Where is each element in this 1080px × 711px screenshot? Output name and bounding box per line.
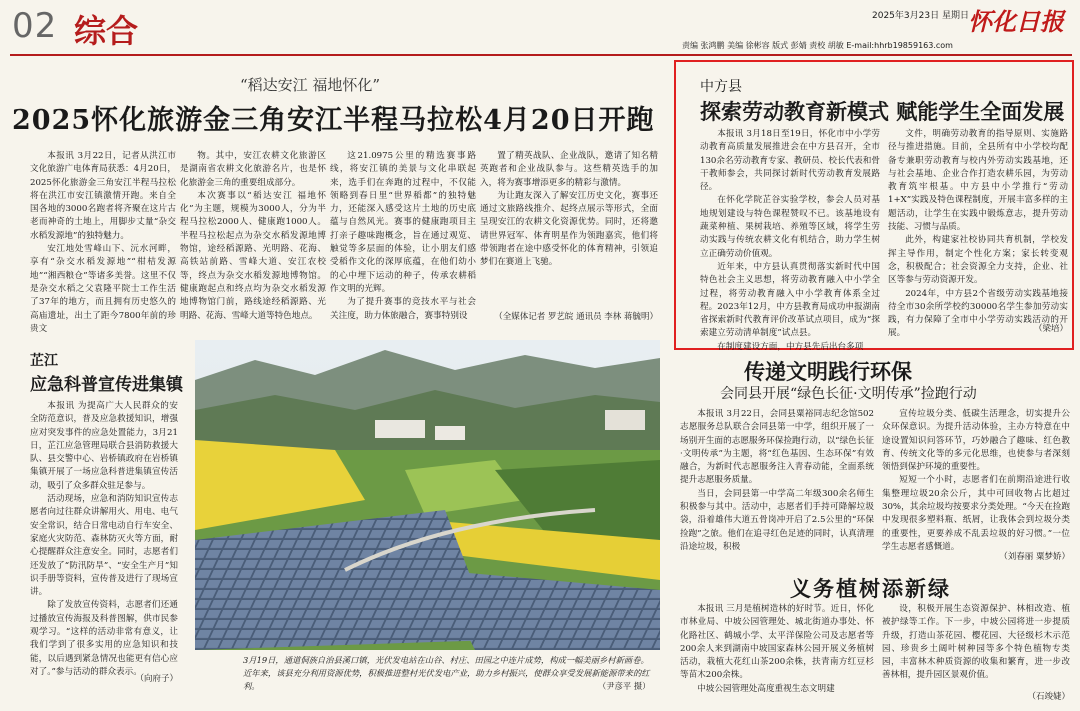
section-title: 综合: [74, 12, 139, 50]
zhijiang-byline: （向府子）: [135, 674, 178, 684]
paragraph: 除了发放宣传资料，志愿者们还通过播放宣传海报及科普图解，供市民参观学习。“这样的活动非常有意义，让我们学到了很多实用的应急知识和技能，以后遇到紧急情况也能更有信心应对了。”参与活动的群众表示。: [30, 600, 178, 677]
civic-column-1: [680, 408, 874, 566]
paragraph: 短短一个小时，志愿者们在前期沿途进行收集整理垃圾20余公斤，其中可回收物占比超过30%，其余垃圾均按要求分类处理。“今天在捡跑中发现很多塑料瓶、纸屑，让我体会到垃圾分类的重要性，更要养成不乱丢垃圾的好习惯。”一位学生志愿者感慨道。: [882, 475, 1070, 552]
paragraph: 为让跑友深入了解安江历史文化，赛事还通过文旅路线推介、起终点展示等形式，全面呈现安江的农耕文化资源优势。同时，还将邀请世界冠军、体育明星作为领跑嘉宾，他们将带领跑者在途中感受怀化的体育精神，引领追梦们在赛道上飞驰。: [480, 190, 658, 268]
trees-headline: 义务植树添新绿: [790, 576, 951, 601]
photo-caption: 3月19日，通道侗族自治县溪口镇，光伏发电站在山谷、村庄、田园之中连片成势，构成一幅美丽乡村新画卷。近年来，该县充分利用资源优势，积极推进整村光伏发电产业，助力乡村振兴，使群众享受发展新能源带来的红利。: [243, 655, 650, 691]
paragraph: 物。其中，安江农耕文化旅游区是湖南省农耕文化旅游名片，也是怀化旅游金三角的重要组成部分。: [180, 151, 326, 188]
paragraph: 安江地处雪峰山下、沅水河畔，享有“杂交水稻发源地”“柑桔发源地”“湘西粮仓”等诸多美誉。这里不仅是杂交水稻之父袁隆平院士工作生活了37年的地方，而且拥有历史悠久的高庙遗址，出土了距今7800年前的珍贵文: [30, 244, 176, 334]
trees-column-1: [680, 603, 874, 703]
solar-farm-illustration: [195, 340, 660, 650]
header-rule: [10, 54, 1072, 56]
paragraph: 文件，明确劳动教育的指导原则、实施路径与推进措施。目前，全县所有中小学校均配备专兼职劳动教育与校内外劳动实践基地，还与社会基地、企业合作打造农耕乐园，为劳动教育筑牢根基。中方县中小学推行“劳动1+X”实践及特色课程制度，开展丰富多样的主题活动，让学生在实践中锻炼意志，提升劳动技能、习惯与品质。: [888, 129, 1068, 233]
paragraph: 2024年，中方县2个省级劳动实践基地接待全市30余所学校约30000名学生参加劳动实践，有力保障了全市中小学劳动实践活动的开展。: [888, 288, 1068, 339]
zhongfang-byline: （梁培）: [1033, 324, 1068, 334]
solar-farm-photo: [195, 340, 660, 650]
paragraph: 本报讯 3月18日至19日，怀化市中小学劳动教育高质量发展推进会在中方县召开，全市130余名劳动教育专家、教研员、校长代表和骨干教师参会，共同探讨新时代劳动教育发展路径。: [700, 129, 880, 193]
lead-kicker: “稻达安江 福地怀化”: [240, 76, 381, 94]
paragraph: 在怀化学院芷谷实验学校，参会人员对基地规划建设与特色课程赞叹不已。该基地设有蔬菜种植、果树栽培、养殖等区域，将学生劳动实践与传统农耕文化有机结合，助力学生树立正确劳动价值观。: [700, 195, 880, 259]
page-header: [0, 0, 1080, 58]
lead-headline: 2025怀化旅游金三角安江半程马拉松4月20日开跑: [12, 105, 655, 136]
zhongfang-column-1: [700, 128, 880, 352]
civic-subtitle: 会同县开展“绿色长征·文明传承”捡跑行动: [720, 386, 977, 402]
paragraph: 宣传垃圾分类、低碳生活理念，切实提升公众环保意识。为提升活动体验，主办方特意在中途设置知识问答环节，巧妙融合了趣味、红色教育、传统文化等的多元化思维，也使参与者深刻领悟到保护环境的重要性。: [882, 409, 1070, 473]
zhongfang-region: 中方县: [700, 79, 742, 95]
paragraph: 近年来，中方县认真贯彻落实新时代中国特色社会主义思想，将劳动教育融入中小学全过程，将劳动教育融入中小学教育体系全过程。2023年12月，中方县教育局成功申报湖南省探索新时代教育评价改革试点项目，成为“探索建立劳动清单制度”试点县。: [700, 261, 880, 339]
paragraph: 活动现场，应急和消防知识宣传志愿者向过往群众讲解用火、用电、电气安全常识，结合日常电动自行车安全、家庭火灾防范、森林防灭火等方面，耐心提醒群众注意安全。同时，志愿者们还发放了“防汛防旱”、“安全生产月”知识手册等资料，宣传普及进行了现场宣讲。: [30, 494, 178, 598]
paragraph: 设，积极开展生态资源保护、林相改造、植被护绿等工作。下一步，中坡公园将进一步提质升级，打造山茶花园、樱花园、大径级杉木示范园、珍贵乡土阔叶树种园等多个特色植物专类园，丰富林木种质资源的收集和繁育，进一步改善林相，提升园区景观价值。: [882, 604, 1070, 681]
paragraph: 本报讯 为提高广大人民群众的安全防范意识，普及应急救援知识，增强应对突发事件的应急处置能力，3月21日，芷江应急管理局联合县消防救援大队、县交警中心、岩桥镇政府在岩桥镇集镇开展了一场应急科普进集镇宣传活动，吸引了众多群众驻足参与。: [30, 401, 178, 491]
civic-column-2: [882, 408, 1070, 552]
photo-credit: （尹彦平 摄）: [598, 681, 651, 691]
trees-byline: （石竣婕）: [1027, 692, 1070, 702]
page-number: 02: [12, 6, 58, 46]
paragraph: 这21.0975公里的精选赛事路线，将安江镇的美景与文化串联起来，选手们在奔跑的过程中，不仅能领略到春日里“世界稻都”的独特魅力，还能深入感受这片土地的历史底蕴与自然风光。赛事的健康跑项目主打亲子趣味跑概念，旨在通过观览、触觉等多层面的体验，让小朋友们感受稻作文化的深厚底蕴，在他们幼小的心中埋下运动的种子，传承农耕稻作文明的光辉。: [330, 151, 476, 294]
zhijiang-region: 芷江: [30, 353, 58, 369]
paragraph: 本报讯 3月22日，会同县粟裕同志纪念馆502志愿服务总队联合会同县第一中学，组织开展了一场别开生面的志愿服务环保捡跑行动，以“绿色长征·文明传承”为主题，将“红色基因、生态环保”有效融合，为新时代志愿服务注入青春动能，全面系统提升志愿服务质量。: [680, 409, 874, 486]
lead-byline: （全媒体记者 罗艺皖 通讯员 李林 蒋毓明）: [494, 312, 658, 322]
civic-byline: （刘春丽 粟梦娇）: [999, 552, 1070, 562]
issue-date: 2025年3月23日 星期日: [872, 11, 969, 21]
zhijiang-headline: 应急科普宣传进集镇: [30, 375, 183, 395]
zhongfang-headline: 探索劳动教育新模式 赋能学生全面发展: [700, 99, 1065, 124]
paragraph: 中坡公园管理处高度重视生态文明建: [697, 683, 835, 694]
paragraph: 本报讯 三月是植树造林的好时节。近日，怀化市林业局、中坡公园管理处、城北街道办事处、怀化路社区、鹤城小学、太平洋保险公司及志愿者等200余人来到湖南中坡国家森林公园开展义务植树活动，栽植大花红山茶200余株，扶青南方红豆杉等苗木200余株。: [680, 604, 874, 681]
lead-column-2: [180, 150, 326, 340]
civic-headline: 传递文明践行环保: [744, 359, 912, 384]
paragraph: 此外，构建家社校协同共育机制，学校发挥主导作用，制定个性化方案；家长转变观念，积极配合；社会资源全力支持，企业、社区等参与劳动资源开发。: [888, 235, 1068, 286]
paragraph: 为了提升赛事的竞技水平与社会关注度，助力体旅融合，赛事特别设: [330, 297, 476, 321]
paragraph: 在制度建设方面，中方县先后出台多项: [717, 341, 864, 352]
lead-column-1: [30, 150, 176, 340]
paragraph: 当日，会同县第一中学高二年级300余名师生积极参与其中。活动中，志愿者们手持可降解垃圾袋，沿着雄伟大道五骨岗冲开启了2.5公里的“环保捡跑”之旅。他们在追寻红色足迹的同时，认真清理沿途垃圾，积极: [680, 488, 874, 552]
lead-column-4: [480, 150, 658, 310]
lead-column-3: [330, 150, 476, 340]
zhijiang-body: [30, 400, 178, 677]
trees-column-2: [882, 603, 1070, 689]
editors-line: 责编 张鸿鹏 美编 徐彬容 版式 彭婧 责校 胡敏 E-mail:hhrb19859163.com: [682, 41, 953, 50]
paragraph: 本报讯 3月22日，记者从洪江市文化旅游广电体育局获悉：4月20日，2025怀化旅游金三角安江半程马拉松将在洪江市安江镇激情开跑。来自全国各地的3000名跑者将齐聚在这片古老而神奇的土地上，用脚步丈量“杂交水稻发源地”的独特魅力。: [30, 151, 176, 241]
paragraph: 置了精英战队、企业战队，邀请了知名精英跑者和企业战队参与。这些精英选手的加入，将为赛事增添更多的精彩与激情。: [480, 151, 658, 188]
paragraph: 本次赛事以“稻达安江 福地怀化”为主题，规模为3000人，分为半程马拉松2000人、健康跑1000人。半程马拉松起点为杂交水稻发源地博物馆，途经稻源路、光明路、花海、高铁站前路、雪峰大道、安江农校等，终点为杂交水稻发源地博物馆。健康跑起点和终点均为杂交水稻发源地博物馆门前，路线途经稻源路、光明路、花海、雪峰大道等特色地点。: [180, 190, 326, 321]
masthead-logo: 怀化日报: [968, 7, 1064, 36]
